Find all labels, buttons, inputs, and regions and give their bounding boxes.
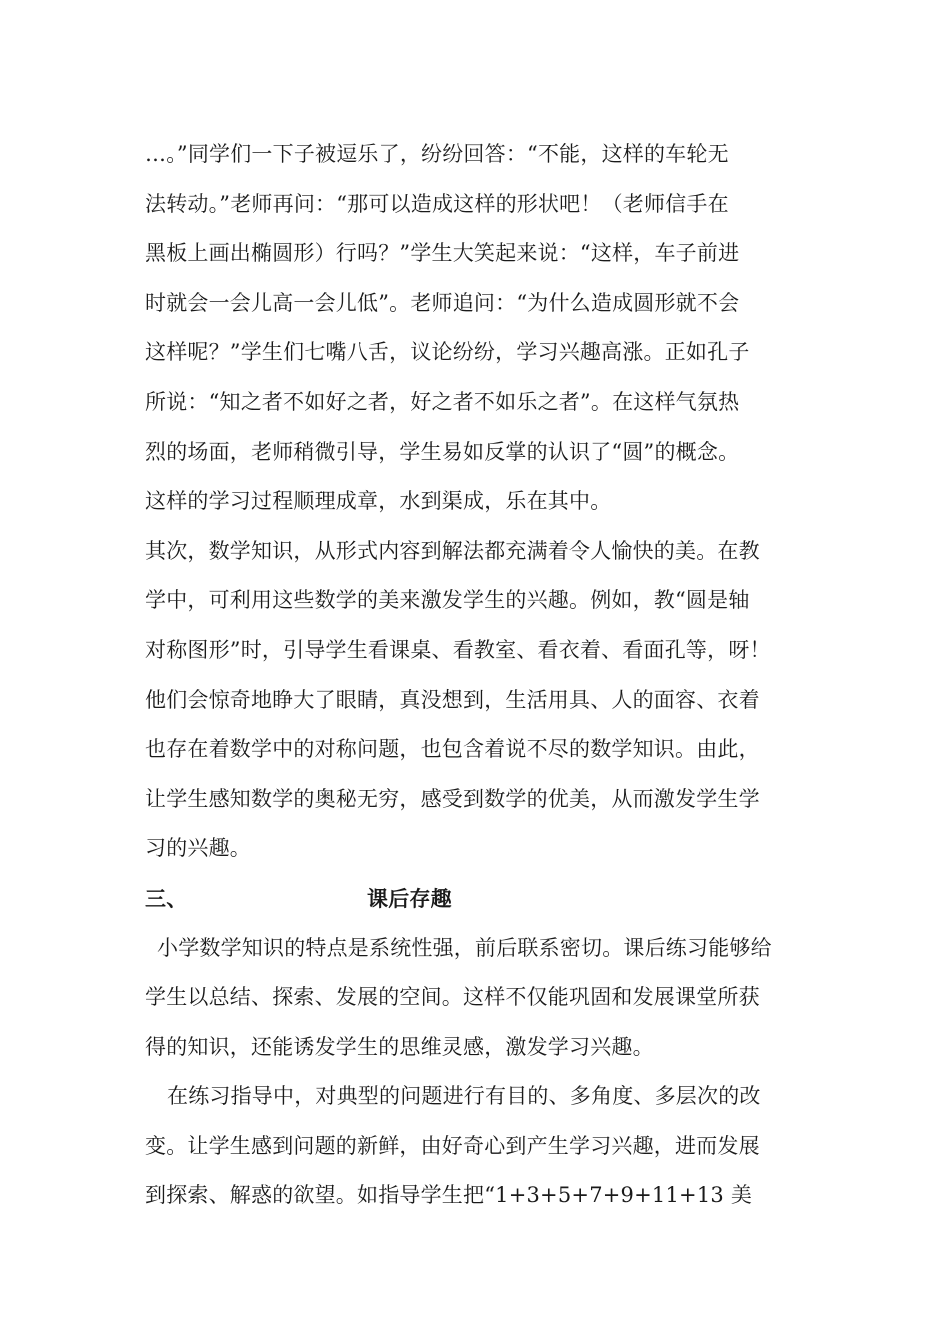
text-line: 到探索、解惑的欲望。如指导学生把“1+3+5+7+9+11+13 美 bbox=[145, 1183, 753, 1208]
section-number: 三、 bbox=[145, 885, 188, 911]
section-title: 课后存趣 bbox=[367, 885, 452, 911]
body-text bbox=[145, 130, 810, 1221]
text-line: 小学数学知识的特点是系统性强，前后联系密切。课后练习能够给 bbox=[157, 935, 772, 960]
text-line: 这样呢？”学生们七嘴八舌，议论纷纷，学习兴趣高涨。正如孔子 bbox=[145, 340, 750, 365]
text-line: 在练习指导中，对典型的问题进行有目的、多角度、多层次的改 bbox=[167, 1084, 761, 1109]
text-line: 烈的场面，老师稍微引导，学生易如反掌的认识了“圆”的概念。 bbox=[145, 439, 740, 464]
text-line: 这样的学习过程顺理成章，水到渠成，乐在其中。 bbox=[145, 489, 612, 514]
section-heading bbox=[145, 874, 810, 924]
text-line: …。”同学们一下子被逗乐了，纷纷回答：“不能，这样的车轮无 bbox=[145, 142, 729, 166]
text-line: 让学生感知数学的奥秘无穷，感受到数学的优美，从而激发学生学 bbox=[145, 786, 760, 811]
text-line: 他们会惊奇地睁大了眼睛，真没想到，生活用具、人的面容、衣着 bbox=[145, 687, 760, 712]
text-line: 变。让学生感到问题的新鲜，由好奇心到产生学习兴趣，进而发展 bbox=[145, 1133, 760, 1158]
text-line: 法转动。”老师再问：“那可以造成这样的形状吧！（老师信手在 bbox=[145, 191, 729, 216]
text-line: 也存在着数学中的对称问题，也包含着说不尽的数学知识。由此， bbox=[145, 737, 760, 762]
text-line: 学生以总结、探索、发展的空间。这样不仅能巩固和发展课堂所获 bbox=[145, 985, 760, 1010]
text-line: 时就会一会儿高一会儿低”。老师追问：“为什么造成圆形就不会 bbox=[145, 290, 740, 315]
text-line: 其次，数学知识，从形式内容到解法都充满着令人愉快的美。在教 bbox=[145, 538, 760, 563]
text-line: 黑板上画出椭圆形）行吗？”学生大笑起来说：“这样，车子前进 bbox=[145, 241, 740, 266]
text-line: 习的兴趣。 bbox=[145, 836, 251, 861]
text-line: 所说：“知之者不如好之者，好之者不如乐之者”。在这样气氛热 bbox=[145, 389, 740, 414]
text-line: 对称图形”时，引导学生看课桌、看教室、看衣着、看面孔等，呀！ bbox=[145, 637, 771, 662]
text-line: 得的知识，还能诱发学生的思维灵感，激发学习兴趣。 bbox=[145, 1034, 654, 1059]
text-line: 学中，可利用这些数学的美来激发学生的兴趣。例如，教“圆是轴 bbox=[145, 588, 750, 613]
